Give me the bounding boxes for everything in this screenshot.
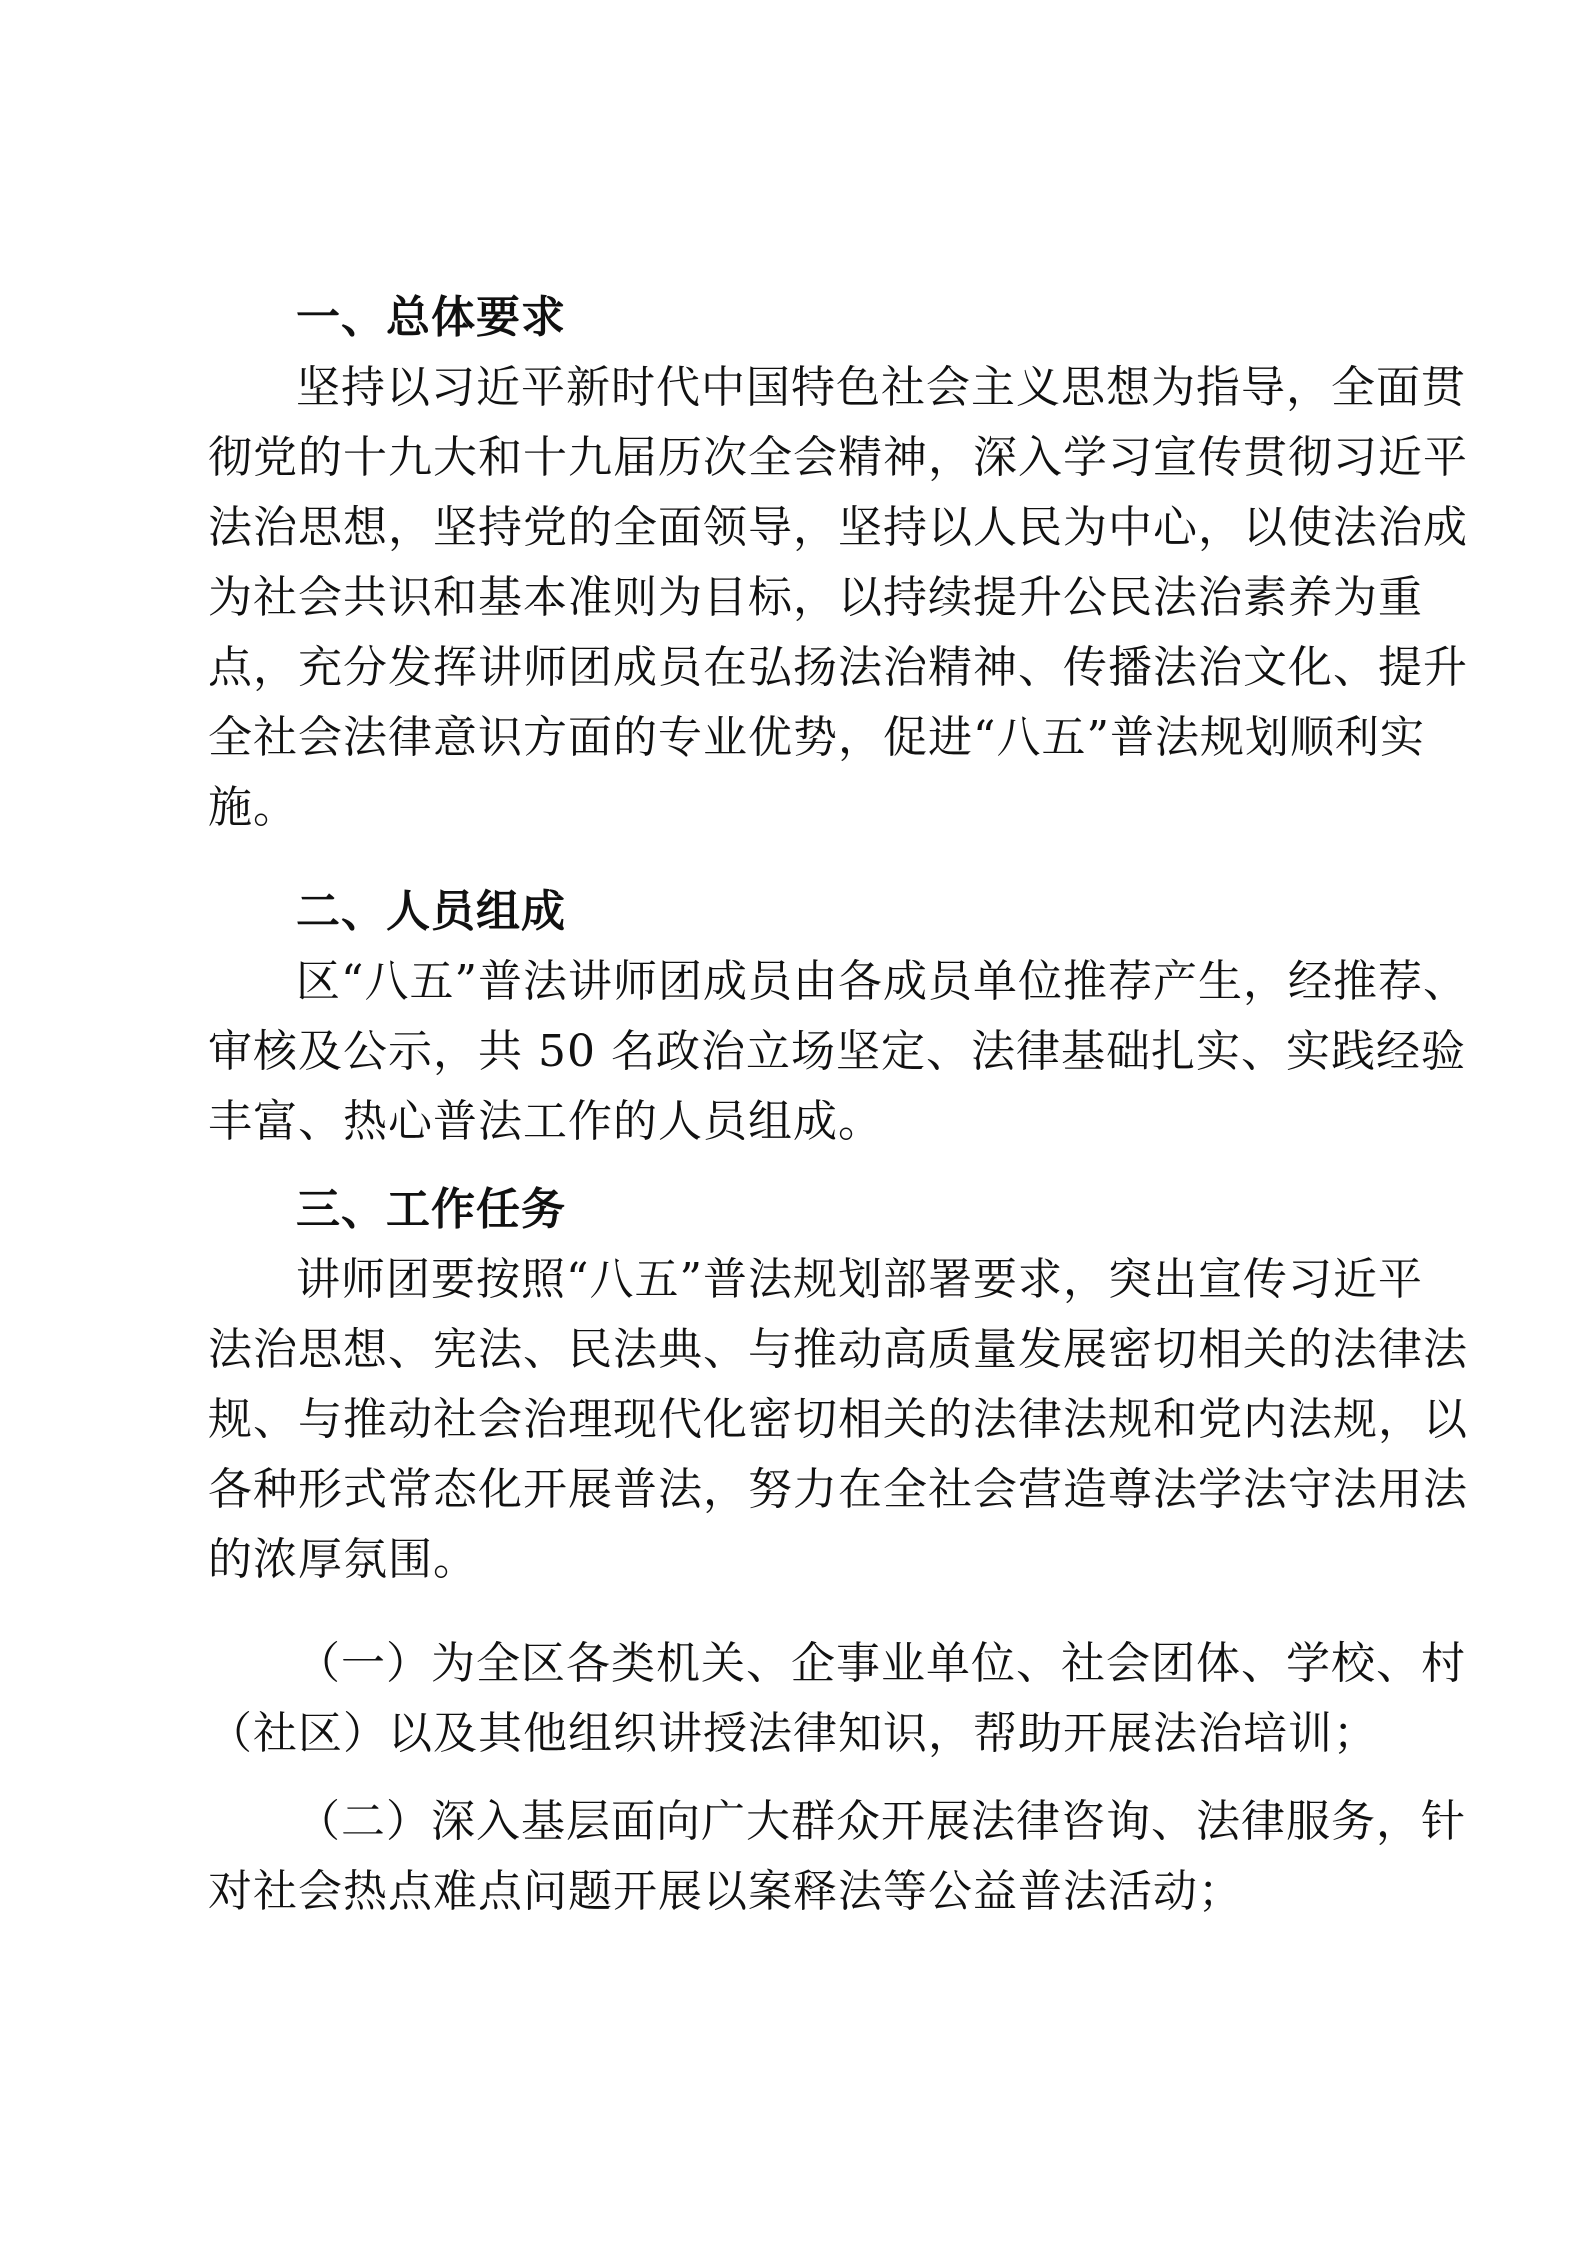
paragraph-line: 法治思想，坚持党的全面领导，坚持以人民为中心，以使法治成 [208, 502, 1468, 553]
paragraph-line: 讲师团要按照“八五”普法规划部署要求，突出宣传习近平 [296, 1254, 1423, 1305]
paragraph-line: 规、与推动社会治理现代化密切相关的法律法规和党内法规，以 [208, 1394, 1468, 1445]
paragraph-line: 审核及公示，共 50 名政治立场坚定、法律基础扎实、实践经验 [208, 1026, 1466, 1077]
paragraph-line: 丰富、热心普法工作的人员组成。 [208, 1096, 883, 1147]
paragraph-line: 的浓厚氛围。 [208, 1534, 478, 1585]
section-heading-overall-requirements: 一、总体要求 [296, 292, 566, 343]
list-item-line: （二）深入基层面向广大群众开展法律咨询、法律服务，针 [296, 1796, 1466, 1847]
list-item-line: （一）为全区各类机关、企事业单位、社会团体、学校、村 [296, 1638, 1466, 1689]
paragraph-line: 全社会法律意识方面的专业优势，促进“八五”普法规划顺利实 [208, 712, 1425, 763]
paragraph-line: 坚持以习近平新时代中国特色社会主义思想为指导，全面贯 [296, 362, 1466, 413]
paragraph-line: 施。 [208, 782, 298, 833]
paragraph-line: 为社会共识和基本准则为目标，以持续提升公民法治素养为重 [208, 572, 1423, 623]
section-heading-work-tasks: 三、工作任务 [296, 1184, 566, 1235]
paragraph-line: 点，充分发挥讲师团成员在弘扬法治精神、传播法治文化、提升 [208, 642, 1468, 693]
paragraph-line: 区“八五”普法讲师团成员由各成员单位推荐产生，经推荐、 [296, 956, 1468, 1007]
paragraph-line: 各种形式常态化开展普法，努力在全社会营造尊法学法守法用法 [208, 1464, 1468, 1515]
list-item-line: 对社会热点难点问题开展以案释法等公益普法活动； [208, 1866, 1243, 1917]
paragraph-line: 法治思想、宪法、民法典、与推动高质量发展密切相关的法律法 [208, 1324, 1468, 1375]
paragraph-line: 彻党的十九大和十九届历次全会精神，深入学习宣传贯彻习近平 [208, 432, 1468, 483]
section-heading-personnel: 二、人员组成 [296, 886, 566, 937]
list-item-line: （社区）以及其他组织讲授法律知识，帮助开展法治培训； [208, 1708, 1378, 1759]
